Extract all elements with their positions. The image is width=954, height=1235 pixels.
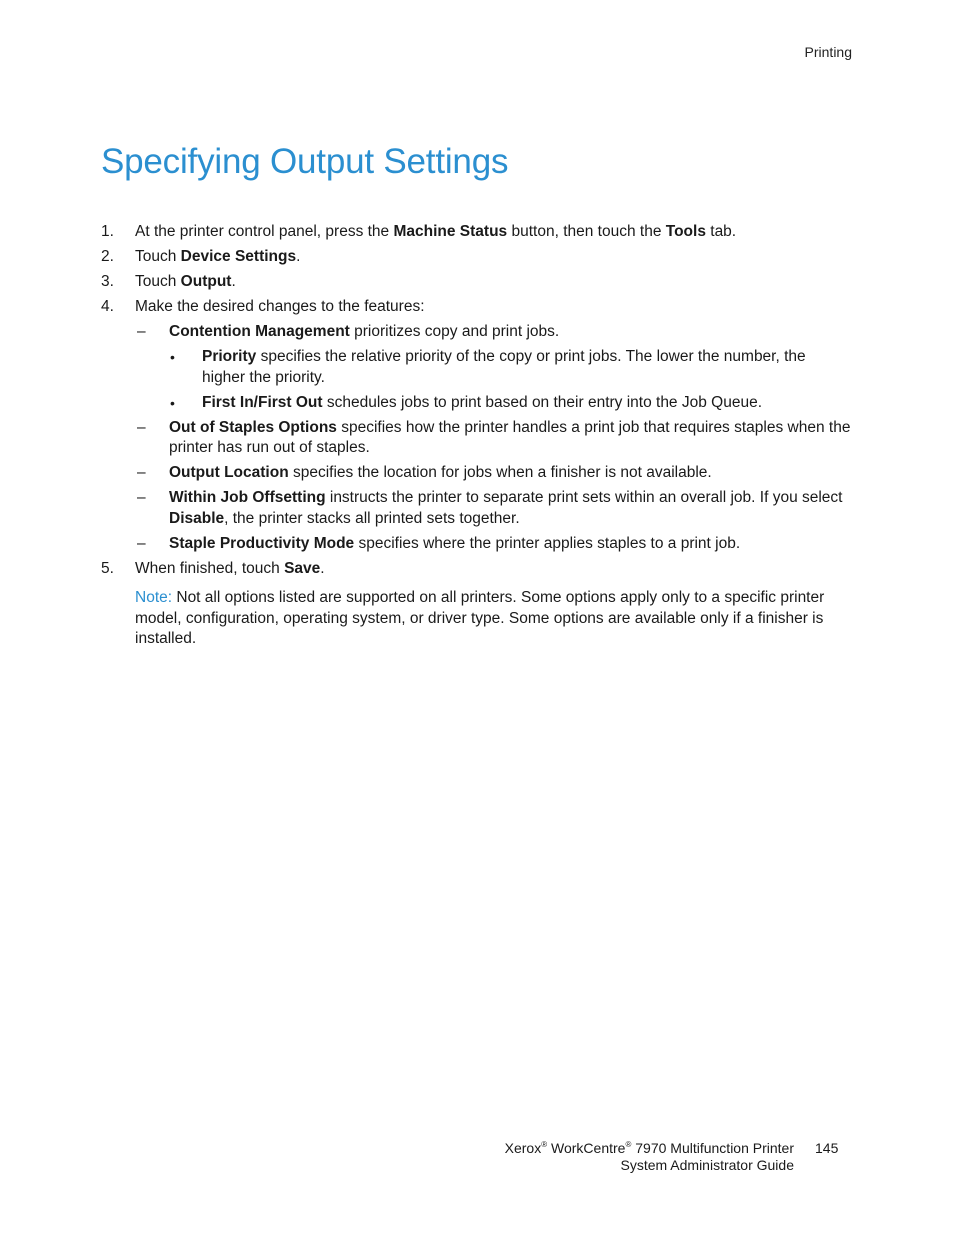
feature-contention-management: – Contention Management prioritizes copy and print jobs. (101, 322, 853, 343)
feature-staple-productivity-mode: – Staple Productivity Mode specifies where the printer applies staples to a print job. (101, 534, 853, 555)
step-5: 5. When finished, touch Save. (101, 559, 853, 580)
dash-marker: – (137, 323, 146, 340)
step-1: 1. At the printer control panel, press the Machine Status button, then touch the Tools tab. (101, 222, 853, 243)
step-number: 1. (101, 223, 114, 240)
footer-product-line: Xerox® WorkCentre® 7970 Multifunction Printer (504, 1140, 794, 1156)
feature-output-location: – Output Location specifies the location for jobs when a finisher is not available. (101, 463, 853, 484)
feature-within-job-offsetting: – Within Job Offsetting instructs the printer to separate print sets within an overall job. If you select Disable, the printer stacks all printed sets together. (137, 489, 843, 527)
bullet-marker: • (170, 349, 175, 365)
step-3: 3. Touch Output. (101, 272, 853, 293)
dash-marker: – (137, 534, 146, 552)
step-number: 5. (101, 559, 114, 577)
step-number: 4. (101, 298, 114, 315)
footer-product-info (440, 1140, 794, 1174)
feature-out-of-staples-options: – Out of Staples Options specifies how the printer handles a print job that requires staples when the printer has run out of staples. (137, 418, 851, 456)
step-number: 2. (101, 248, 114, 265)
running-header: Printing (804, 44, 852, 60)
step-number: 3. (101, 273, 114, 290)
note-text: Not all options listed are supported on all printers. Some options apply only to a specific printer model, configuration, operating system, or driver type. Some options are available only if a finisher is installed. (135, 589, 825, 647)
feature-priority: • Priority specifies the relative priority of the copy or print jobs. The lower the number, the higher the priority. (170, 348, 806, 386)
footer-guide-title: System Administrator Guide (620, 1157, 794, 1173)
page-title: Specifying Output Settings (101, 142, 509, 181)
note-label: Note: (135, 589, 173, 606)
bullet-marker: • (170, 394, 175, 411)
step-2: 2. Touch Device Settings. (101, 247, 853, 268)
page-number: 145 (815, 1140, 839, 1156)
feature-first-in-first-out: • First In/First Out schedules jobs to print based on their entry into the Job Queue. (101, 393, 853, 414)
dash-marker: – (137, 464, 146, 481)
dash-marker: – (137, 418, 146, 436)
note-paragraph (101, 588, 853, 650)
step-4: 4. Make the desired changes to the features: (101, 297, 853, 318)
dash-marker: – (137, 489, 146, 506)
procedure-steps (101, 222, 853, 650)
